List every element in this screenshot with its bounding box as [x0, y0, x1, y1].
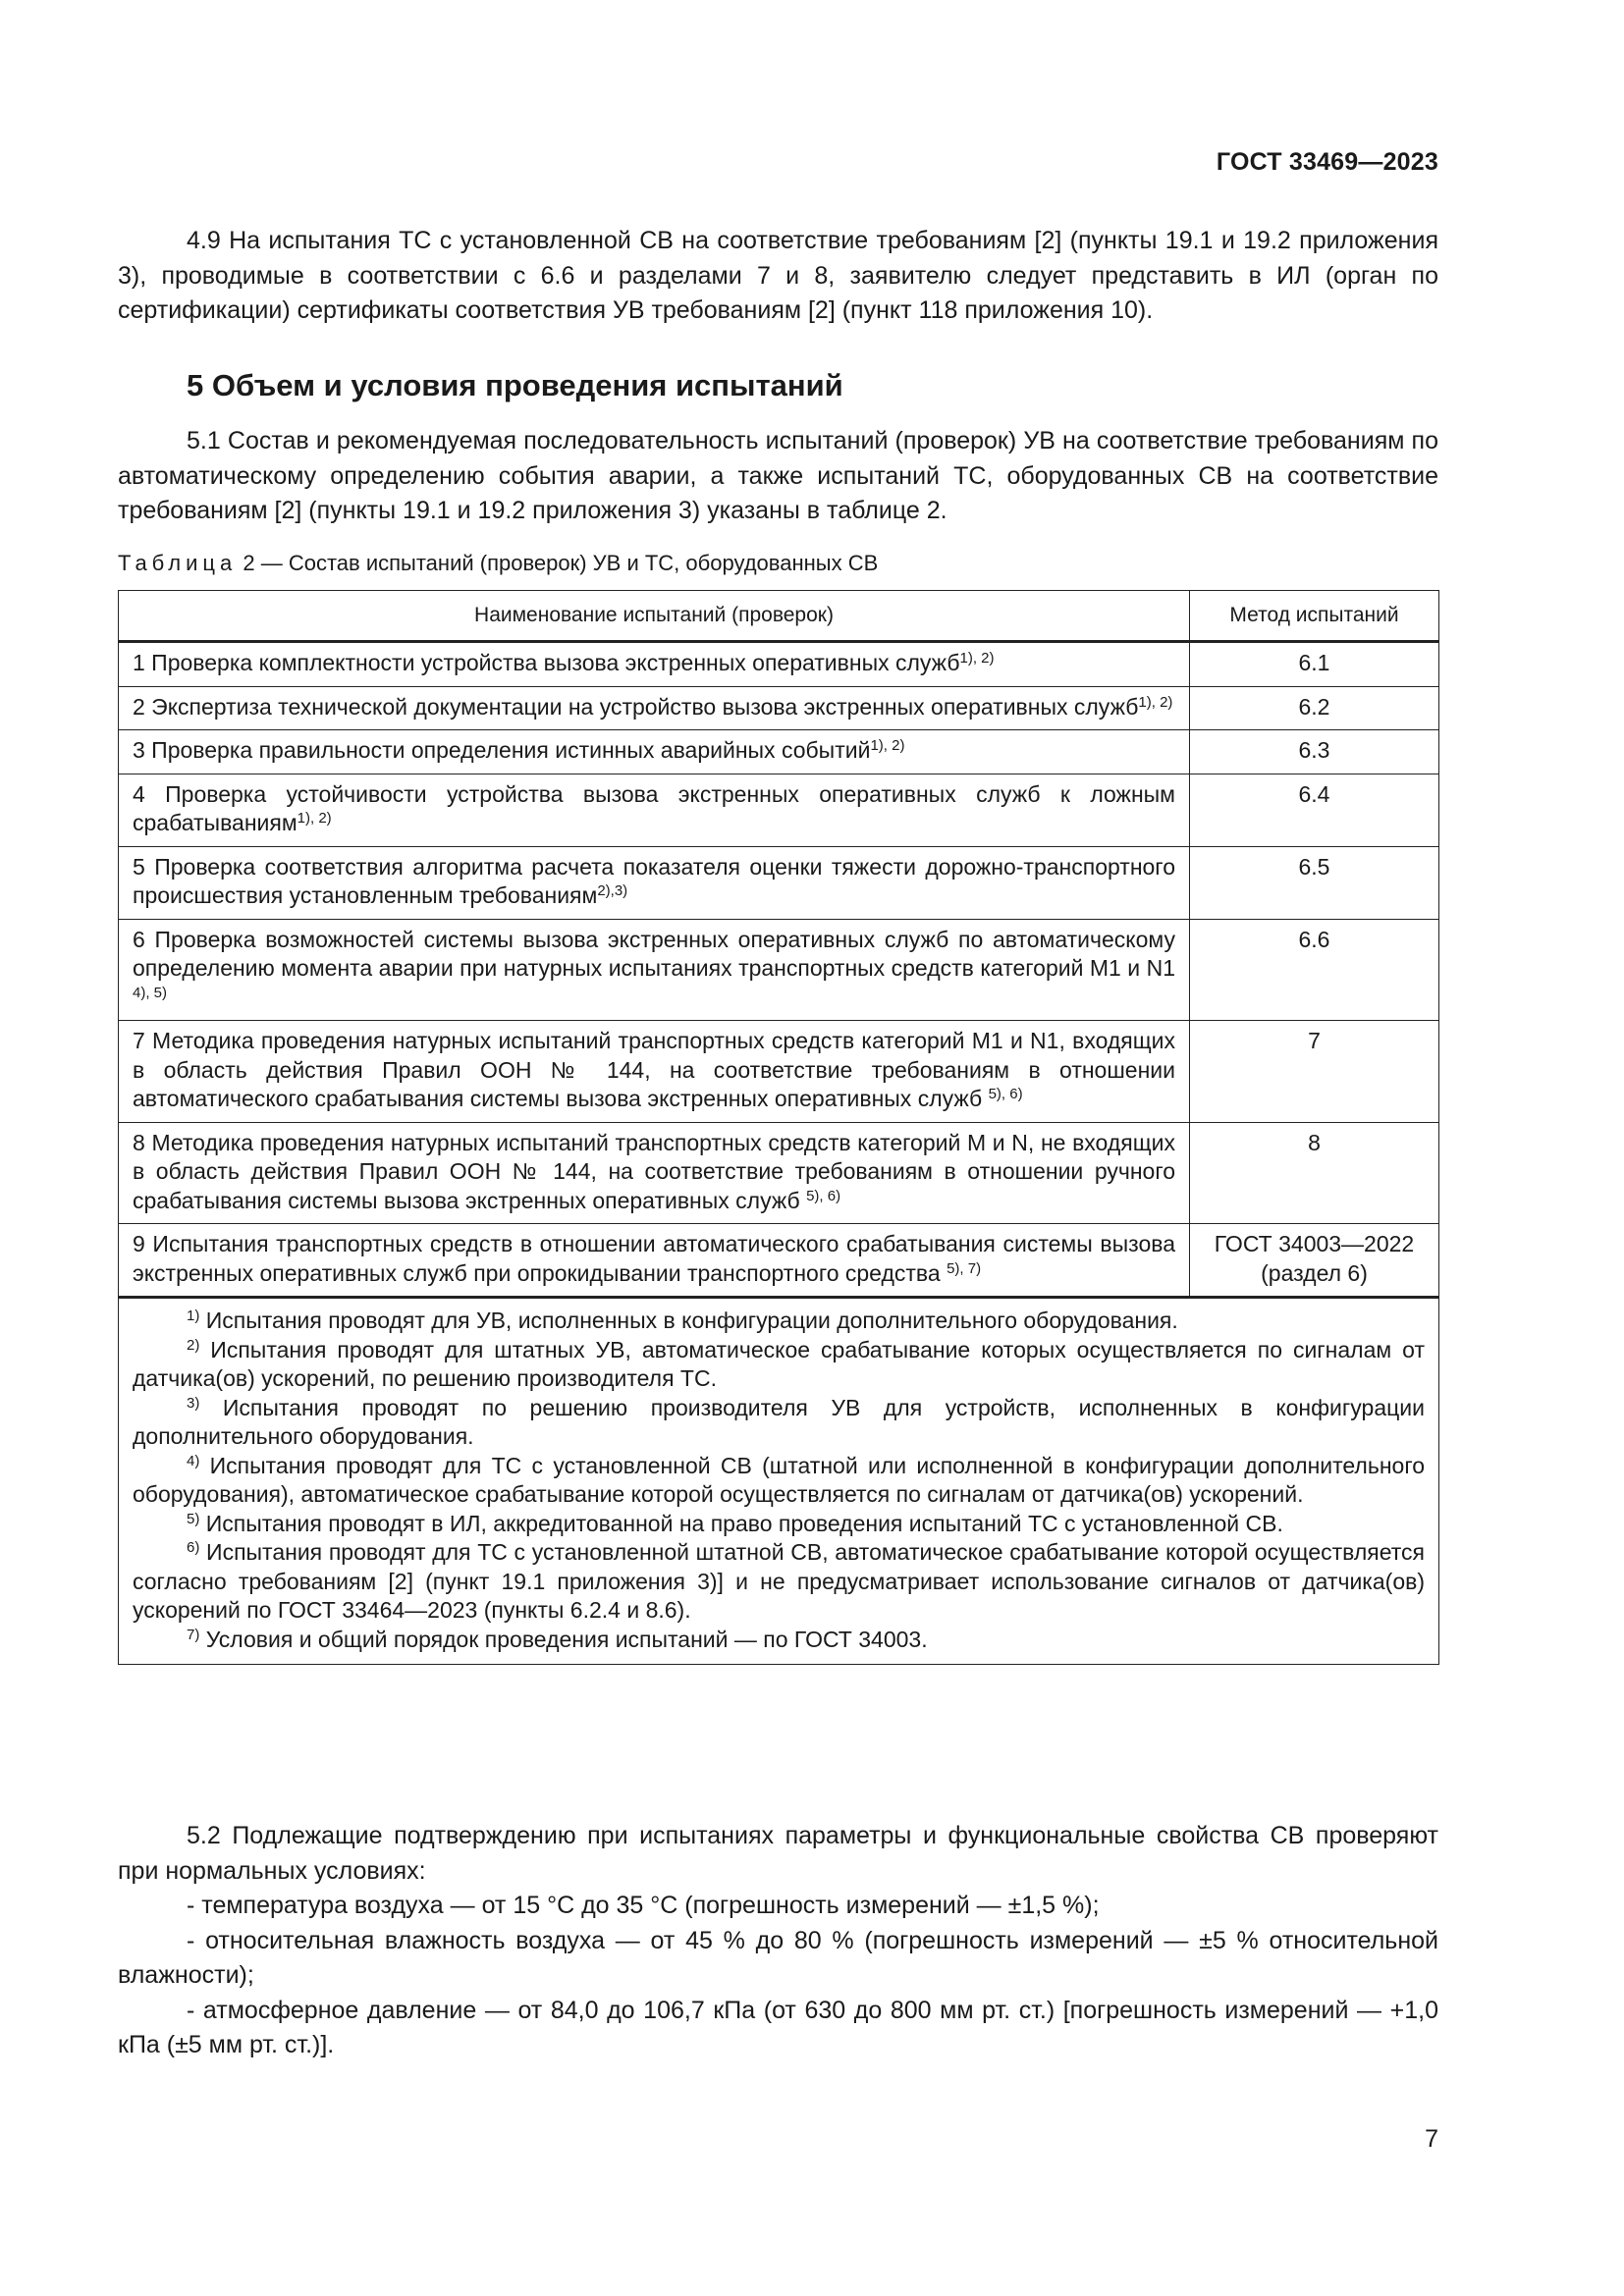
footnote-ref: 1), 2)	[297, 810, 332, 827]
footnote-ref: 4), 5)	[133, 984, 168, 1001]
footnote-ref: 1), 2)	[959, 650, 995, 667]
table-header-row	[119, 591, 1439, 642]
footnote-ref: 5), 6)	[806, 1187, 841, 1204]
test-name-cell: 5 Проверка соответствия алгоритма расчета показателя оценки тяжести дорожно-транспортного происшествия установленным требованиям$^{2),3)}$	[119, 846, 1190, 919]
paragraph-5-1: 5.1 Состав и рекомендуемая последовательность испытаний (проверок) УВ на соответствие требованиям по автоматическому определению события аварии, а также испытаний ТС, оборудованных СВ на соответствие требованиям [2] (пункты 19.1 и 19.2 приложения 3) указаны в таблице 2.	[118, 427, 1438, 524]
test-name-cell: 7 Методика проведения натурных испытаний транспортных средств категорий M1 и N1, входящих в область действия Правил ООН № 144, на соответствие требованиям в отношении автоматического срабатывания системы вызова экстренных оперативных служб $^{5), 6)}$	[119, 1021, 1190, 1123]
test-method-cell: 6.4	[1190, 774, 1439, 846]
table-row	[119, 686, 1439, 730]
table-row	[119, 774, 1439, 846]
table-note: $^{3)}$ Испытания проводят по решению производителя УВ для устройств, исполненных в конфигурации дополнительного оборудования.	[133, 1394, 1425, 1449]
table-notes-row	[119, 1298, 1439, 1665]
test-method-cell: 6.5	[1190, 846, 1439, 919]
table-row	[119, 642, 1439, 687]
table-note: $^{4)}$ Испытания проводят для ТС с установленной СВ (штатной или исполненной в конфигурации дополнительного оборудования), автоматическое срабатывание которой осуществляется по сигналам от датчика(ов) ускорений.	[133, 1452, 1425, 1507]
test-method-cell: 8	[1190, 1122, 1439, 1224]
table-row	[119, 1224, 1439, 1298]
table-notes	[119, 1298, 1439, 1665]
footnote-ref: 5), 7)	[947, 1259, 982, 1277]
table-row	[119, 1122, 1439, 1224]
table-row	[119, 1021, 1439, 1123]
table-caption-text: 2 — Состав испытаний (проверок) УВ и ТС, оборудованных СВ	[243, 551, 879, 575]
section-title: 5 Объем и условия проведения испытаний	[187, 368, 843, 402]
test-method-cell: 7	[1190, 1021, 1439, 1123]
test-method-cell: 6.3	[1190, 730, 1439, 774]
footnote-ref: 5), 6)	[988, 1086, 1023, 1102]
intro-paragraph-block	[118, 224, 1438, 329]
footnote-ref: 1), 2)	[870, 737, 905, 754]
table-row	[119, 846, 1439, 919]
table-note: $^{6)}$ Испытания проводят для ТС с установленной штатной СВ, автоматическое срабатывание которой осуществляется согласно требованиям [2] (пункт 19.1 приложения 3)] и не предусматривает использование сигналов от датчика(ов) ускорений по ГОСТ 33464—2023 (пункты 6.2.4 и 8.6).	[133, 1539, 1425, 1623]
table-note: $^{5)}$ Испытания проводят в ИЛ, аккредитованной на право проведения испытаний ТС с установленной СВ.	[187, 1510, 1283, 1536]
table-caption-word: Таблица	[118, 551, 238, 575]
tests-table	[118, 590, 1439, 1665]
test-name-cell: 1 Проверка комплектности устройства вызова экстренных оперативных служб$^{1), 2)}$	[119, 642, 1190, 687]
footnote-ref: 1), 2)	[1138, 693, 1173, 711]
test-name-cell: 6 Проверка возможностей системы вызова экстренных оперативных служб по автоматическому определению момента аварии при натурных испытаниях транспортных средств категорий M1 и N1 $^{4), 5)}$	[119, 919, 1190, 1021]
paragraph-5-2-block	[118, 1819, 1438, 2063]
test-name-cell: 8 Методика проведения натурных испытаний транспортных средств категорий M и N, не входящих в область действия Правил ООН № 144, на соответствие требованиям в отношении ручного срабатывания системы вызова экстренных оперативных служб $^{5), 6)}$	[119, 1122, 1190, 1224]
page-number: 7	[1425, 2125, 1438, 2153]
condition-item: - относительная влажность воздуха — от 45 % до 80 % (погрешность измерений — ±5 % относительной влажности);	[118, 1926, 1438, 1989]
footnote-ref: 2),3)	[597, 882, 628, 899]
table-row	[119, 730, 1439, 774]
paragraph-4-9: 4.9 На испытания ТС с установленной СВ на соответствие требованиям [2] (пункты 19.1 и 19.2 приложения 3), проводимые в соответствии с 6.6 и разделами 7 и 8, заявителю следует представить в ИЛ (орган по сертификации) сертификаты соответствия УВ требованиям [2] (пункт 118 приложения 10).	[118, 227, 1438, 324]
table-note: $^{2)}$ Испытания проводят для штатных УВ, автоматическое срабатывание которых осуществляется по сигналам от датчика(ов) ускорений, по решению производителя ТС.	[133, 1336, 1425, 1391]
document-code: ГОСТ 33469—2023	[1216, 148, 1438, 176]
test-name-cell: 3 Проверка правильности определения истинных аварийных событий$^{1), 2)}$	[119, 730, 1190, 774]
test-method-cell: 6.6	[1190, 919, 1439, 1021]
paragraph-5-2-intro: 5.2 Подлежащие подтверждению при испытаниях параметры и функциональные свойства СВ проверяют при нормальных условиях:	[118, 1822, 1438, 1885]
paragraph-5-1-block	[118, 424, 1438, 529]
test-name-cell: 9 Испытания транспортных средств в отношении автоматического срабатывания системы вызова экстренных оперативных служб при опрокидывании транспортного средства $^{5), 7)}$	[119, 1224, 1190, 1298]
table-note: $^{1)}$ Испытания проводят для УВ, исполненных в конфигурации дополнительного оборудования.	[187, 1308, 1178, 1333]
condition-item: - атмосферное давление — от 84,0 до 106,7 кПа (от 630 до 800 мм рт. ст.) [погрешность измерений — +1,0 кПа (±5 мм рт. ст.)].	[118, 1996, 1438, 2058]
header-cell-name: Наименование испытаний (проверок)	[119, 591, 1190, 642]
header-cell-method: Метод испытаний	[1190, 591, 1439, 642]
test-name-cell: 2 Экспертиза технической документации на устройство вызова экстренных оперативных служб$^{1), 2)}$	[119, 686, 1190, 730]
table-note: $^{7)}$ Условия и общий порядок проведения испытаний — по ГОСТ 34003.	[187, 1626, 928, 1652]
test-method-cell: ГОСТ 34003—2022 (раздел 6)	[1190, 1224, 1439, 1298]
table-row	[119, 919, 1439, 1021]
table-caption	[118, 551, 878, 576]
test-method-cell: 6.1	[1190, 642, 1439, 687]
test-name-cell: 4 Проверка устойчивости устройства вызова экстренных оперативных служб к ложным срабатываниям$^{1), 2)}$	[119, 774, 1190, 846]
test-method-cell: 6.2	[1190, 686, 1439, 730]
condition-item: - температура воздуха — от 15 °С до 35 °С (погрешность измерений — ±1,5 %);	[187, 1892, 1100, 1919]
